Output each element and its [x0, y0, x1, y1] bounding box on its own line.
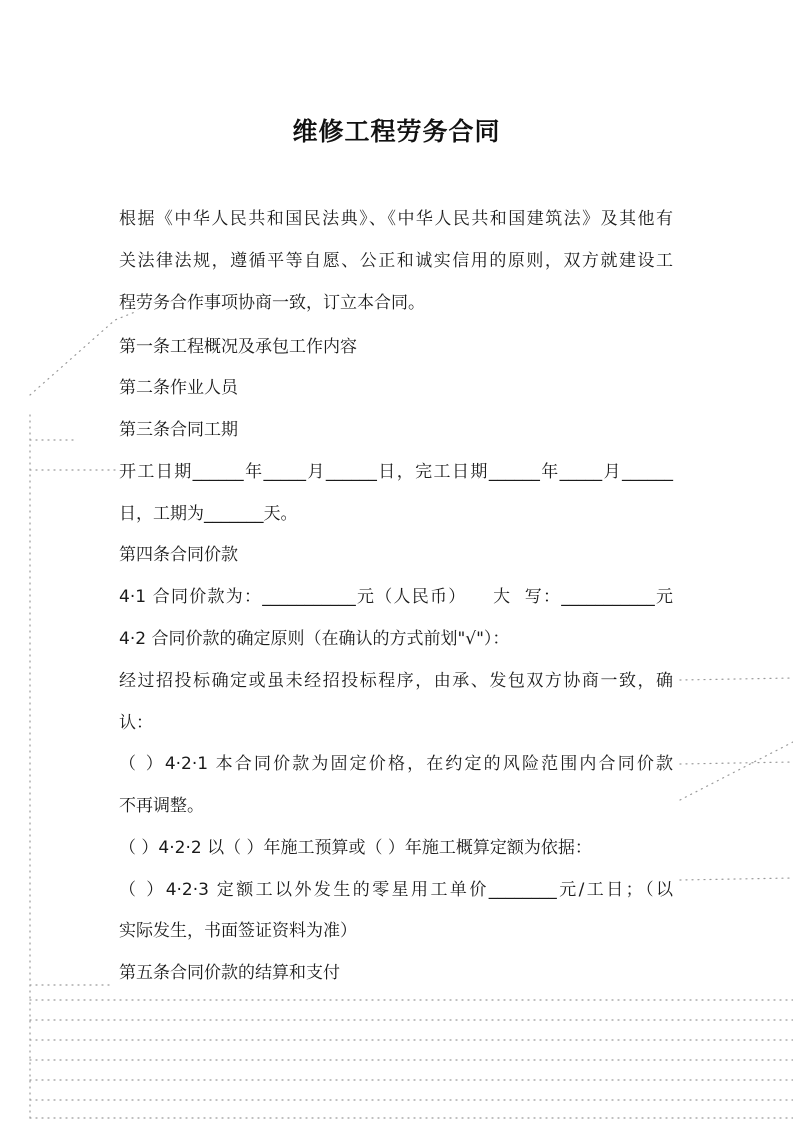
text-line: 根据《中华人民共和国民法典》、《中华人民共和国建筑法》及其他有 — [119, 209, 673, 229]
text-line: 日，工期为_______天。 — [119, 504, 298, 524]
text-line: （ ）4·2·2 以（ ）年施工预算或（ ）年施工概算定额为依据： — [119, 838, 592, 858]
text-line: 关法律法规，遵循平等自愿、公正和诚实信用的原则，双方就建设工 — [119, 251, 673, 271]
section-heading: 第二条作业人员 — [119, 378, 238, 398]
section-heading: 第四条合同价款 — [119, 545, 238, 565]
text-line: 程劳务合作事项协商一致，订立本合同。 — [119, 293, 425, 313]
section-heading: 第五条合同价款的结算和支付 — [119, 963, 340, 983]
text-line: 不再调整。 — [119, 796, 204, 816]
text-line: （ ）4·2·3 定额工以外发生的零星用工单价________元/工日；（以 — [119, 880, 673, 900]
text-line: 实际发生，书面签证资料为准） — [119, 921, 357, 941]
text-line: 认： — [119, 713, 153, 733]
text-line: （ ）4·2·1 本合同价款为固定价格，在约定的风险范围内合同价款 — [119, 754, 673, 774]
section-heading: 第三条合同工期 — [119, 420, 238, 440]
text-line: 经过招投标确定或虽未经招投标程序，由承、发包双方协商一致，确 — [119, 671, 673, 691]
text-line: 4·2 合同价款的确定原则（在确认的方式前划"√"）： — [119, 629, 510, 649]
text-line: 4·1 合同价款为：___________元（人民币） 大 写：___________元 — [119, 587, 673, 607]
section-heading: 第一条工程概况及承包工作内容 — [119, 337, 357, 357]
text-line: 开工日期______年_____月______日，完工日期______年_____月______ — [119, 462, 673, 482]
document-title: 维修工程劳务合同 — [292, 117, 501, 146]
